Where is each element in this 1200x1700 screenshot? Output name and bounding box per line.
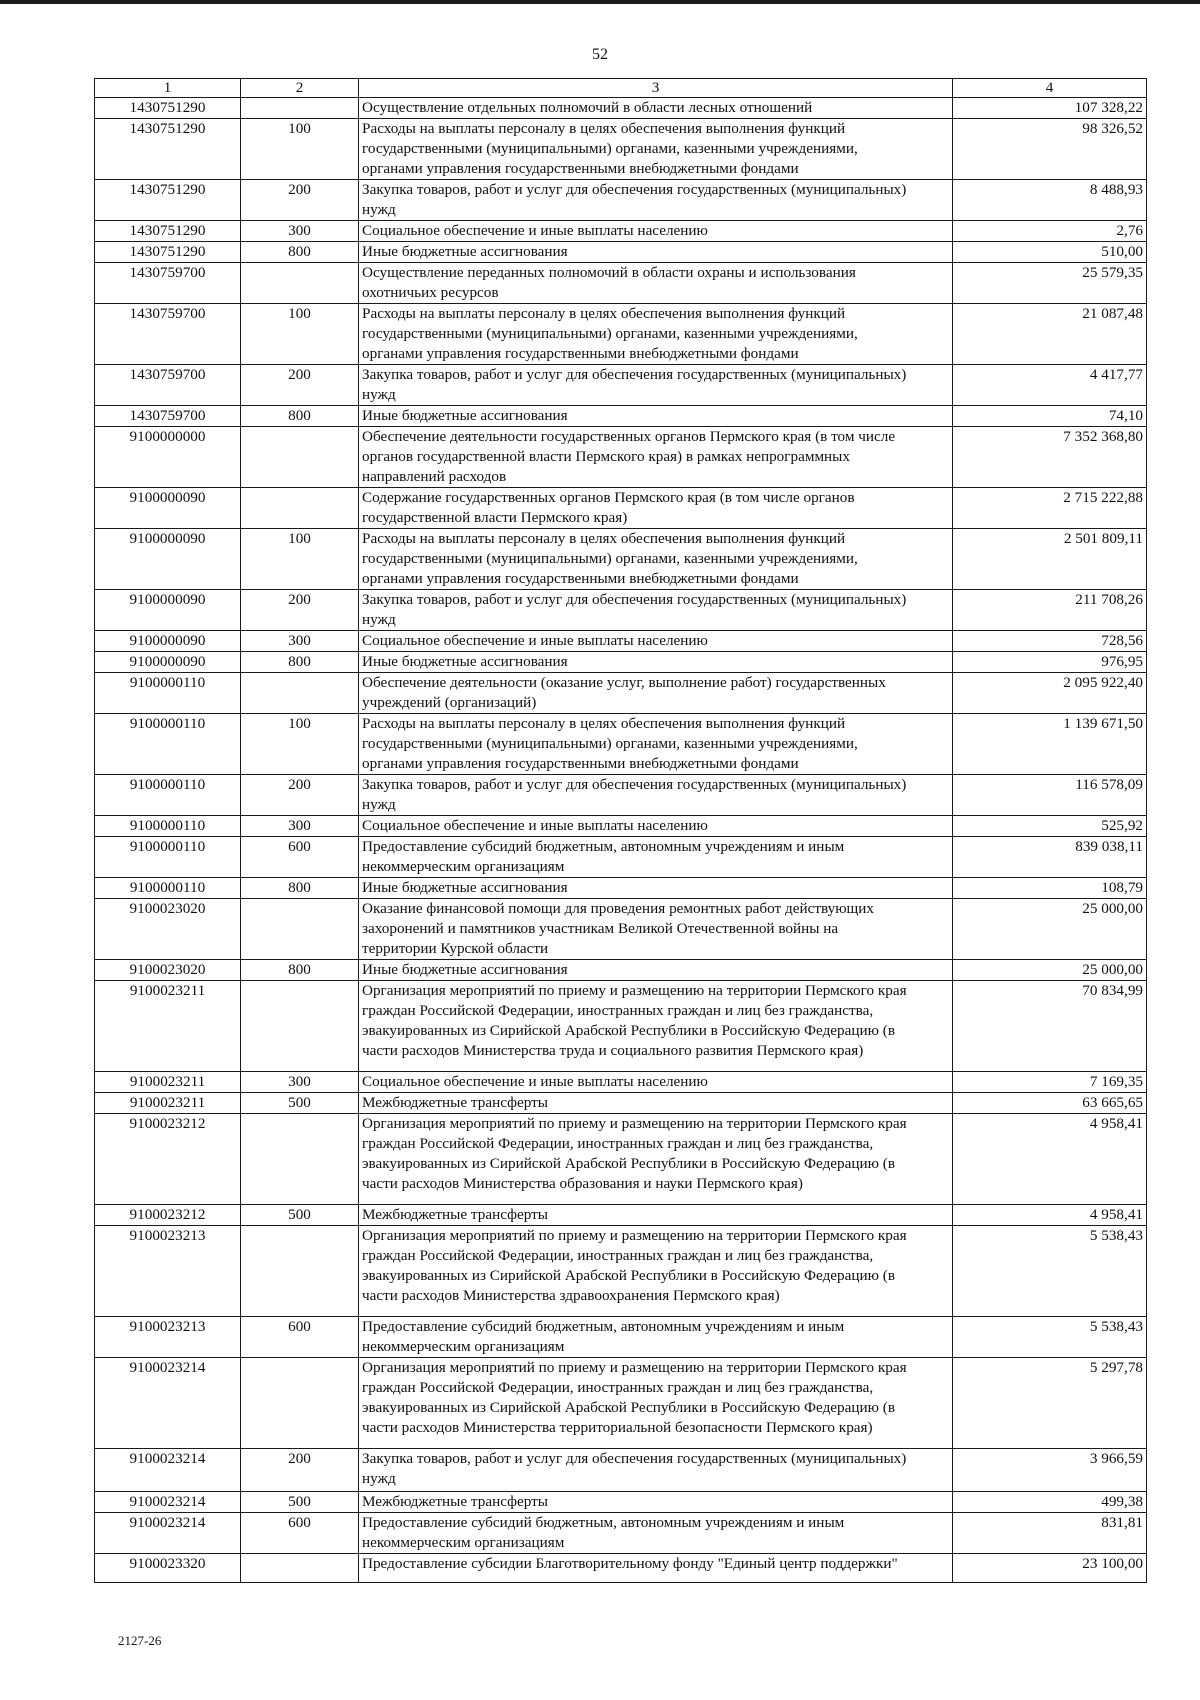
column-header-amount: 4 (953, 79, 1147, 98)
cell-amount: 211 708,26 (953, 590, 1147, 631)
table-row (95, 899, 1147, 960)
table-row (95, 960, 1147, 981)
cell-amount: 1 139 671,50 (953, 714, 1147, 775)
cell-code: 9100023213 (95, 1226, 241, 1317)
cell-amount: 5 538,43 (953, 1226, 1147, 1317)
cell-amount: 2,76 (953, 221, 1147, 242)
cell-name: Содержание государственных органов Пермского края (в том числе органов государственной власти Пермского края) (359, 488, 953, 529)
cell-name: Организация мероприятий по приему и размещению на территории Пермского края граждан Российской Федерации, иностранных граждан и лиц без гражданства, эвакуированных из Сирийской Арабской Республики в Российскую Федерацию (в части расходов Министерства здравоохранения Пермского края) (359, 1226, 953, 1317)
cell-amount: 5 538,43 (953, 1317, 1147, 1358)
cell-name: Закупка товаров, работ и услуг для обеспечения государственных (муниципальных) нужд (359, 365, 953, 406)
cell-amount: 63 665,65 (953, 1093, 1147, 1114)
cell-name: Иные бюджетные ассигнования (359, 960, 953, 981)
cell-code: 9100000090 (95, 652, 241, 673)
cell-amount: 23 100,00 (953, 1554, 1147, 1583)
cell-name: Межбюджетные трансферты (359, 1205, 953, 1226)
table-row (95, 242, 1147, 263)
cell-code: 1430759700 (95, 406, 241, 427)
cell-code: 9100023213 (95, 1317, 241, 1358)
cell-amount: 70 834,99 (953, 981, 1147, 1072)
cell-type: 800 (241, 406, 359, 427)
cell-name: Социальное обеспечение и иные выплаты населению (359, 816, 953, 837)
cell-code: 9100023212 (95, 1205, 241, 1226)
cell-amount: 510,00 (953, 242, 1147, 263)
cell-code: 9100023214 (95, 1358, 241, 1449)
cell-name: Межбюджетные трансферты (359, 1093, 953, 1114)
cell-code: 9100023211 (95, 1072, 241, 1093)
cell-type: 300 (241, 221, 359, 242)
cell-amount: 2 501 809,11 (953, 529, 1147, 590)
cell-code: 9100000090 (95, 631, 241, 652)
column-header-name: 3 (359, 79, 953, 98)
table-row (95, 981, 1147, 1072)
table-row (95, 1205, 1147, 1226)
cell-code: 9100023020 (95, 960, 241, 981)
table-row (95, 837, 1147, 878)
cell-type (241, 1226, 359, 1317)
cell-code: 9100023211 (95, 981, 241, 1072)
cell-name: Межбюджетные трансферты (359, 1492, 953, 1513)
cell-name: Закупка товаров, работ и услуг для обеспечения государственных (муниципальных) нужд (359, 590, 953, 631)
cell-name: Предоставление субсидий бюджетным, автономным учреждениям и иным некоммерческим организациям (359, 1513, 953, 1554)
page-number: 52 (592, 46, 608, 63)
cell-type (241, 98, 359, 119)
table-row (95, 1317, 1147, 1358)
cell-name: Организация мероприятий по приему и размещению на территории Пермского края граждан Российской Федерации, иностранных граждан и лиц без гражданства, эвакуированных из Сирийской Арабской Республики в Российскую Федерацию (в части расходов Министерства образования и науки Пермского края) (359, 1114, 953, 1205)
scan-top-border (0, 0, 1200, 4)
table-header-row (95, 79, 1147, 98)
cell-code: 9100000000 (95, 427, 241, 488)
cell-type (241, 981, 359, 1072)
cell-type: 300 (241, 631, 359, 652)
table-row (95, 816, 1147, 837)
cell-type: 500 (241, 1093, 359, 1114)
table-row (95, 529, 1147, 590)
cell-type: 800 (241, 242, 359, 263)
cell-name: Закупка товаров, работ и услуг для обеспечения государственных (муниципальных) нужд (359, 775, 953, 816)
cell-name: Закупка товаров, работ и услуг для обеспечения государственных (муниципальных) нужд (359, 1449, 953, 1492)
cell-name: Расходы на выплаты персоналу в целях обеспечения выполнения функций государственными (муниципальными) органами, казенными учреждениями, органами управления государственными внебюджетными фондами (359, 304, 953, 365)
cell-name: Социальное обеспечение и иные выплаты населению (359, 221, 953, 242)
cell-code: 1430751290 (95, 221, 241, 242)
cell-type: 600 (241, 1513, 359, 1554)
cell-amount: 116 578,09 (953, 775, 1147, 816)
cell-type: 600 (241, 1317, 359, 1358)
cell-type (241, 263, 359, 304)
cell-name: Предоставление субсидий бюджетным, автономным учреждениям и иным некоммерческим организациям (359, 1317, 953, 1358)
column-header-code: 1 (95, 79, 241, 98)
table-row (95, 631, 1147, 652)
cell-amount: 831,81 (953, 1513, 1147, 1554)
table-body (95, 98, 1147, 1583)
cell-amount: 4 958,41 (953, 1205, 1147, 1226)
cell-name: Организация мероприятий по приему и размещению на территории Пермского края граждан Российской Федерации, иностранных граждан и лиц без гражданства, эвакуированных из Сирийской Арабской Республики в Российскую Федерацию (в части расходов Министерства территориальной безопасности Пермского края) (359, 1358, 953, 1449)
cell-type: 100 (241, 119, 359, 180)
table-row (95, 263, 1147, 304)
cell-amount: 499,38 (953, 1492, 1147, 1513)
cell-amount: 25 579,35 (953, 263, 1147, 304)
cell-amount: 4 417,77 (953, 365, 1147, 406)
cell-code: 1430751290 (95, 180, 241, 221)
cell-code: 9100000110 (95, 816, 241, 837)
cell-type: 200 (241, 775, 359, 816)
cell-amount: 108,79 (953, 878, 1147, 899)
cell-type (241, 1358, 359, 1449)
cell-amount: 25 000,00 (953, 960, 1147, 981)
cell-type: 300 (241, 1072, 359, 1093)
table-row (95, 775, 1147, 816)
cell-code: 9100000110 (95, 878, 241, 899)
table-row (95, 590, 1147, 631)
cell-amount: 8 488,93 (953, 180, 1147, 221)
footer-document-code: 2127-26 (118, 1633, 162, 1648)
cell-type (241, 488, 359, 529)
column-header-type: 2 (241, 79, 359, 98)
cell-type: 100 (241, 304, 359, 365)
cell-type: 100 (241, 714, 359, 775)
cell-type: 600 (241, 837, 359, 878)
table-row (95, 119, 1147, 180)
cell-name: Расходы на выплаты персоналу в целях обеспечения выполнения функций государственными (муниципальными) органами, казенными учреждениями, органами управления государственными внебюджетными фондами (359, 529, 953, 590)
cell-amount: 2 715 222,88 (953, 488, 1147, 529)
cell-code: 9100000090 (95, 529, 241, 590)
table-row (95, 652, 1147, 673)
cell-amount: 839 038,11 (953, 837, 1147, 878)
table-row (95, 304, 1147, 365)
cell-code: 9100000090 (95, 488, 241, 529)
cell-type: 500 (241, 1492, 359, 1513)
cell-type: 200 (241, 1449, 359, 1492)
cell-amount: 4 958,41 (953, 1114, 1147, 1205)
table-row (95, 1492, 1147, 1513)
cell-type: 200 (241, 590, 359, 631)
cell-amount: 525,92 (953, 816, 1147, 837)
cell-name: Иные бюджетные ассигнования (359, 242, 953, 263)
cell-type (241, 1554, 359, 1583)
cell-name: Социальное обеспечение и иные выплаты населению (359, 631, 953, 652)
table-row (95, 1114, 1147, 1205)
cell-name: Обеспечение деятельности (оказание услуг, выполнение работ) государственных учреждений (организаций) (359, 673, 953, 714)
cell-name: Осуществление отдельных полномочий в области лесных отношений (359, 98, 953, 119)
cell-name: Социальное обеспечение и иные выплаты населению (359, 1072, 953, 1093)
cell-code: 1430759700 (95, 365, 241, 406)
cell-code: 1430759700 (95, 304, 241, 365)
table-row (95, 714, 1147, 775)
cell-amount: 3 966,59 (953, 1449, 1147, 1492)
cell-code: 1430751290 (95, 119, 241, 180)
table-row (95, 427, 1147, 488)
cell-amount: 2 095 922,40 (953, 673, 1147, 714)
cell-type: 500 (241, 1205, 359, 1226)
cell-name: Иные бюджетные ассигнования (359, 878, 953, 899)
cell-code: 9100000110 (95, 673, 241, 714)
cell-name: Закупка товаров, работ и услуг для обеспечения государственных (муниципальных) нужд (359, 180, 953, 221)
cell-code: 9100023214 (95, 1492, 241, 1513)
cell-amount: 107 328,22 (953, 98, 1147, 119)
cell-type: 800 (241, 652, 359, 673)
table-row (95, 365, 1147, 406)
cell-name: Организация мероприятий по приему и размещению на территории Пермского края граждан Российской Федерации, иностранных граждан и лиц без гражданства, эвакуированных из Сирийской Арабской Республики в Российскую Федерацию (в части расходов Министерства труда и социального развития Пермского края) (359, 981, 953, 1072)
cell-name: Оказание финансовой помощи для проведения ремонтных работ действующих захоронений и памятников участникам Великой Отечественной войны на территории Курской области (359, 899, 953, 960)
cell-amount: 7 169,35 (953, 1072, 1147, 1093)
cell-code: 1430751290 (95, 242, 241, 263)
cell-code: 1430759700 (95, 263, 241, 304)
cell-amount: 5 297,78 (953, 1358, 1147, 1449)
cell-type: 800 (241, 960, 359, 981)
table-row (95, 221, 1147, 242)
budget-table (94, 78, 1147, 1583)
cell-amount: 25 000,00 (953, 899, 1147, 960)
cell-amount: 976,95 (953, 652, 1147, 673)
cell-type (241, 1114, 359, 1205)
cell-name: Предоставление субсидии Благотворительному фонду "Единый центр поддержки" (359, 1554, 953, 1583)
cell-type: 800 (241, 878, 359, 899)
cell-name: Предоставление субсидий бюджетным, автономным учреждениям и иным некоммерческим организациям (359, 837, 953, 878)
cell-name: Расходы на выплаты персоналу в целях обеспечения выполнения функций государственными (муниципальными) органами, казенными учреждениями, органами управления государственными внебюджетными фондами (359, 714, 953, 775)
cell-amount: 728,56 (953, 631, 1147, 652)
table-row (95, 673, 1147, 714)
cell-code: 9100023211 (95, 1093, 241, 1114)
table-row (95, 1358, 1147, 1449)
cell-type (241, 427, 359, 488)
table-row (95, 1093, 1147, 1114)
cell-code: 9100023212 (95, 1114, 241, 1205)
cell-type: 200 (241, 180, 359, 221)
cell-amount: 74,10 (953, 406, 1147, 427)
cell-type (241, 899, 359, 960)
cell-amount: 21 087,48 (953, 304, 1147, 365)
table-row (95, 1449, 1147, 1492)
cell-code: 1430751290 (95, 98, 241, 119)
cell-name: Иные бюджетные ассигнования (359, 406, 953, 427)
cell-code: 9100000110 (95, 775, 241, 816)
table-row (95, 1554, 1147, 1583)
table-row (95, 98, 1147, 119)
cell-code: 9100000110 (95, 837, 241, 878)
table-row (95, 1072, 1147, 1093)
cell-name: Расходы на выплаты персоналу в целях обеспечения выполнения функций государственными (муниципальными) органами, казенными учреждениями, органами управления государственными внебюджетными фондами (359, 119, 953, 180)
cell-code: 9100000110 (95, 714, 241, 775)
cell-name: Иные бюджетные ассигнования (359, 652, 953, 673)
cell-code: 9100023214 (95, 1449, 241, 1492)
cell-type: 200 (241, 365, 359, 406)
table-row (95, 1226, 1147, 1317)
cell-code: 9100023214 (95, 1513, 241, 1554)
cell-type: 300 (241, 816, 359, 837)
cell-name: Осуществление переданных полномочий в области охраны и использования охотничьих ресурсов (359, 263, 953, 304)
table-row (95, 406, 1147, 427)
cell-name: Обеспечение деятельности государственных органов Пермского края (в том числе органов государственной власти Пермского края) в рамках непрограммных направлений расходов (359, 427, 953, 488)
cell-type: 100 (241, 529, 359, 590)
cell-code: 9100000090 (95, 590, 241, 631)
table-row (95, 878, 1147, 899)
cell-type (241, 673, 359, 714)
table-row (95, 1513, 1147, 1554)
cell-amount: 98 326,52 (953, 119, 1147, 180)
table-row (95, 488, 1147, 529)
cell-code: 9100023020 (95, 899, 241, 960)
cell-code: 9100023320 (95, 1554, 241, 1583)
cell-amount: 7 352 368,80 (953, 427, 1147, 488)
table-row (95, 180, 1147, 221)
